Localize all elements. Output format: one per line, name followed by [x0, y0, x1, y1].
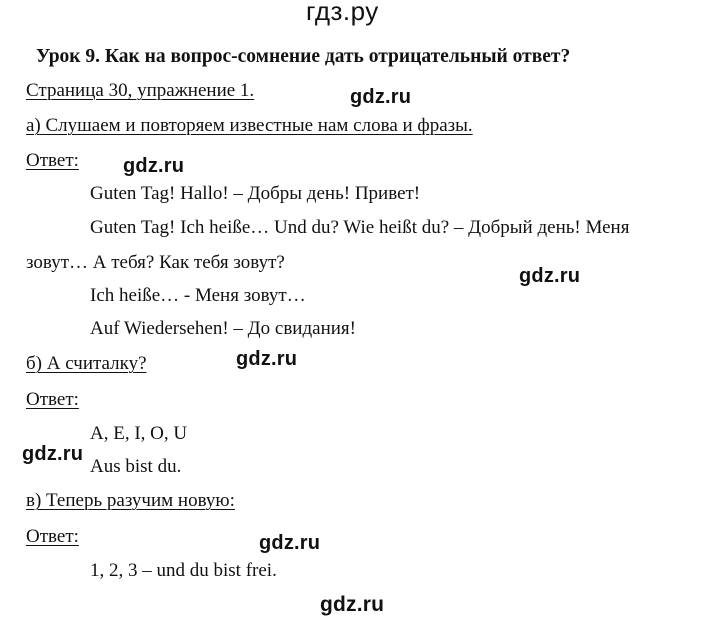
task-b-answer-label: Ответ:	[26, 389, 79, 410]
task-c-answer-label: Ответ:	[26, 526, 79, 547]
task-b-label: б) А считалку?	[26, 353, 147, 374]
task-a-line: зовут… А тебя? Как тебя зовут?	[26, 252, 285, 273]
page-reference: Страница 30, упражнение 1.	[26, 80, 255, 101]
watermark: gdz.ru	[22, 443, 84, 465]
task-a-line: Ich heiße… - Меня зовут…	[90, 285, 306, 306]
task-a-label: а) Слушаем и повторяем известные нам слова и фразы.	[26, 115, 473, 136]
watermark: gdz.ru	[350, 86, 412, 108]
task-c-label: в) Теперь разучим новую:	[26, 490, 235, 511]
watermark: gdz.ru	[320, 593, 385, 616]
task-b-line: Aus bist du.	[90, 456, 182, 477]
watermark: gdz.ru	[236, 348, 298, 370]
task-a-line: Guten Tag! Ich heiße… Und du? Wie heißt du? – Добрый день! Меня	[90, 217, 630, 238]
watermark: gdz.ru	[123, 155, 185, 177]
site-title: гдз.ру	[306, 0, 379, 26]
lesson-title: Урок 9. Как на вопрос-сомнение дать отрицательный ответ?	[36, 46, 571, 67]
task-a-line: Auf Wiedersehen! – До свидания!	[90, 318, 356, 339]
task-a-line: Guten Tag! Hallo! – Добры день! Привет!	[90, 183, 421, 204]
watermark: gdz.ru	[519, 265, 581, 287]
task-c-line: 1, 2, 3 – und du bist frei.	[90, 560, 277, 581]
watermark: gdz.ru	[259, 532, 321, 554]
task-a-answer-label: Ответ:	[26, 150, 79, 171]
task-b-line: A, E, I, O, U	[90, 423, 188, 444]
